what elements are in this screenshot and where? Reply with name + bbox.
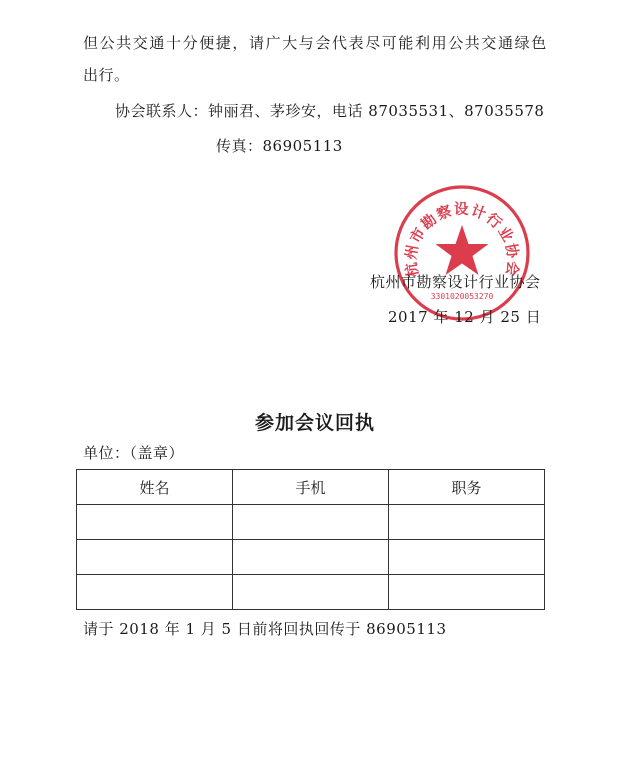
name-cell[interactable] (77, 505, 233, 540)
column-header-position: 职务 (389, 470, 545, 505)
reply-deadline-note: 请于 2018 年 1 月 5 日前将回执回传于 86905113 (83, 620, 447, 638)
issuing-organization: 杭州市勘察设计行业协会 (370, 273, 541, 291)
seal-arc-text: 杭州市勘察设计行业协会 (403, 202, 521, 279)
table-row (77, 575, 545, 610)
column-header-mobile: 手机 (233, 470, 389, 505)
table-row (77, 505, 545, 540)
position-cell[interactable] (389, 505, 545, 540)
unit-stamp-label: 单位：（盖章） (83, 444, 185, 462)
official-seal-stamp (392, 183, 532, 323)
mobile-cell[interactable] (233, 575, 389, 610)
issue-date: 2017 年 12 月 25 日 (388, 308, 542, 326)
mobile-cell[interactable] (233, 505, 389, 540)
name-cell[interactable] (77, 575, 233, 610)
fax-number: 传真：86905113 (216, 137, 343, 155)
position-cell[interactable] (389, 540, 545, 575)
seal-number: 3301020053270 (430, 292, 494, 301)
seal-star-icon (436, 225, 489, 275)
column-header-name: 姓名 (77, 470, 233, 505)
table-header-row (77, 470, 545, 505)
notice-paragraph-line-2: 出行。 (83, 66, 130, 84)
name-cell[interactable] (77, 540, 233, 575)
contact-persons: 协会联系人：钟丽君、茅珍安，电话 87035531、87035578 (115, 102, 545, 120)
mobile-cell[interactable] (233, 540, 389, 575)
position-cell[interactable] (389, 575, 545, 610)
attendance-receipt-table (76, 469, 545, 610)
notice-paragraph-line-1: 但公共交通十分便捷，请广大与会代表尽可能利用公共交通绿色 (83, 34, 548, 52)
receipt-form-title: 参加会议回执 (254, 412, 375, 434)
table-row (77, 540, 545, 575)
